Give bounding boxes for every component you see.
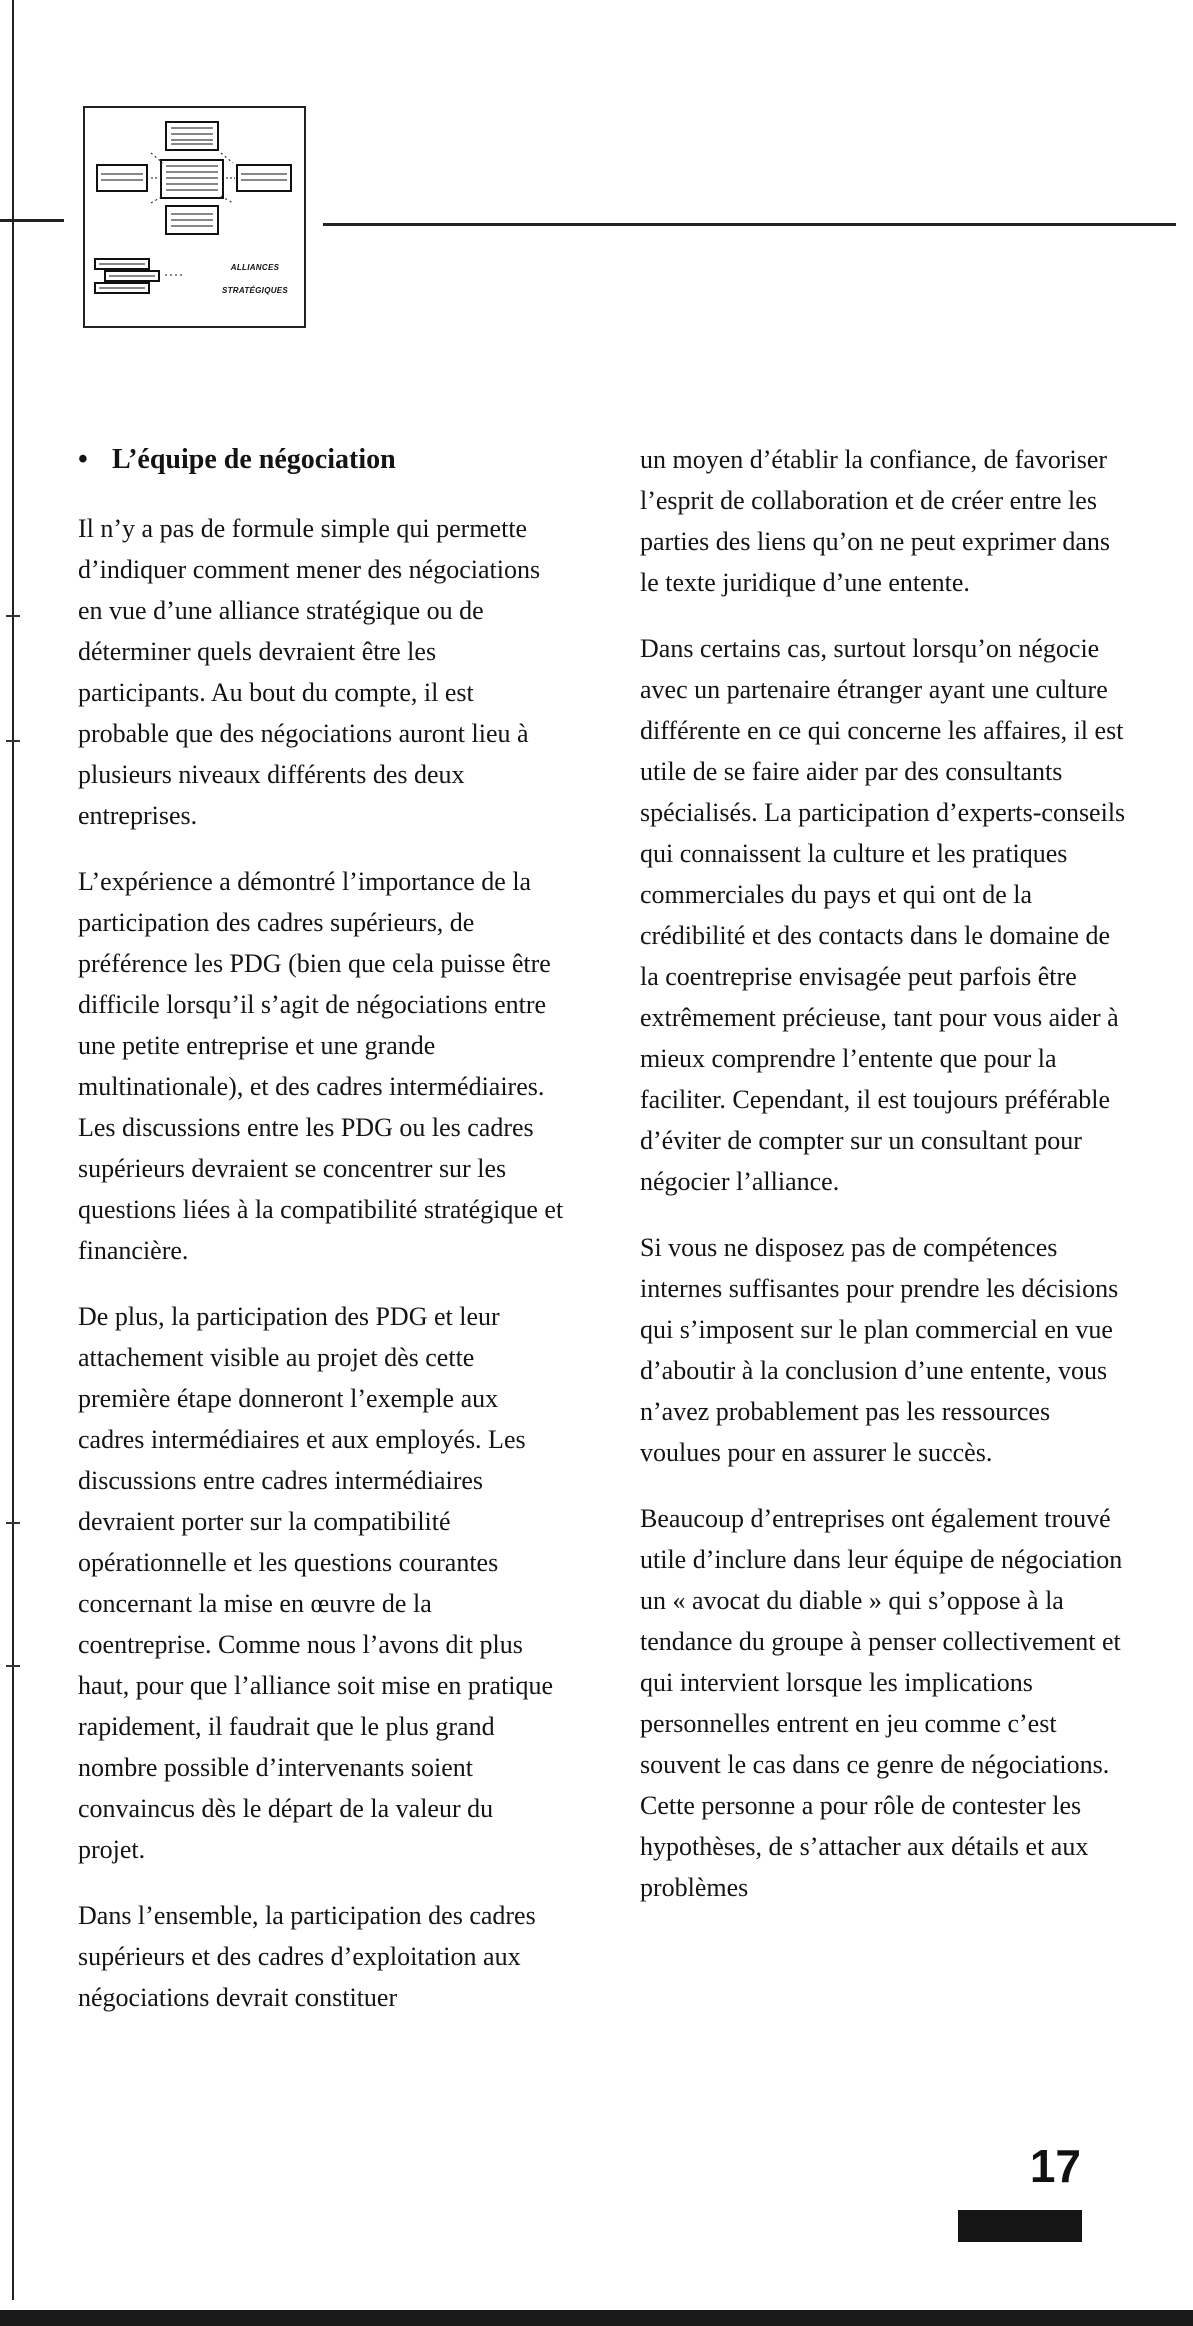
paragraph: Il n’y a pas de formule simple qui permette d’indiquer comment mener des négociations en vue d’une alliance stratégique ou de déterminer quels devraient être les participants. Au bout du compte, il est probable que des négociations auront lieu à plusieurs niveaux différents des deux entreprises. — [78, 514, 541, 830]
left-text-column — [78, 439, 565, 2018]
binding-mark — [6, 1522, 20, 1524]
paragraph: L’expérience a démontré l’importance de la participation des cadres supérieurs, de préférence les PDG (bien que cela puisse être difficile lorsqu’il s’agit de négociations entre une petite entreprise et une grande multinationale), et des cadres intermédiaires. Les discussions entre les PDG ou les cadres supérieurs devraient se concentrer sur les questions liées à la compatibilité stratégique et financière. — [78, 867, 564, 1265]
diagram-icon — [85, 108, 308, 330]
binding-mark — [6, 615, 20, 617]
paragraph: Si vous ne disposez pas de compétences internes suffisantes pour prendre les décisions qui s’imposent sur le plan commercial en vue d’aboutir à la conclusion d’une entente, vous n’avez probablement pas les ressources voulues pour en assurer le succès. — [640, 1233, 1119, 1467]
paragraph: Dans certains cas, surtout lorsqu’on négocie avec un partenaire étranger ayant une culture différente en ce qui concerne les affaires, il est utile de se faire aider par des consultants spécialisés. La participation d’experts-conseils qui connaissent la culture et les pratiques commerciales du pays et qui ont de la crédibilité et des contacts dans le domaine de la coentreprise envisagée peut parfois être extrêmement précieuse, tant pour vous aider à mieux comprendre l’entente que pour la faciliter. Cependant, il est toujours préférable d’éviter de compter sur un consultant pour négocier l’alliance. — [640, 634, 1126, 1196]
paragraph: Beaucoup d’entreprises ont également trouvé utile d’inclure dans leur équipe de négociation un « avocat du diable » qui s’oppose à la tendance du groupe à penser collectivement et qui intervient lorsque les implications personnelles entrent en jeu comme c’est souvent le cas dans ce genre de négociations. Cette personne a pour rôle de contester les hypothèses, de s’attacher aux détails et aux problèmes — [640, 1504, 1123, 1902]
binding-mark — [6, 740, 20, 742]
section-heading — [78, 439, 565, 480]
header-rule-left — [0, 219, 64, 222]
bullet-icon: • — [78, 444, 88, 475]
diagram-box-right — [237, 165, 291, 191]
header-rule-right — [323, 223, 1176, 226]
scan-bottom-band — [0, 2310, 1193, 2326]
binding-mark — [6, 1665, 20, 1667]
diagram-box-left — [97, 165, 147, 191]
diagram-caption-line-1: ALLIANCES — [230, 263, 280, 272]
right-text-column — [640, 439, 1127, 1908]
paragraph: De plus, la participation des PDG et leur attachement visible au projet dès cette première étape donneront l’exemple aux cadres intermédiaires et aux employés. Les discussions entre cadres intermédiaires devraient porter sur la compatibilité opérationnelle et les questions courantes concernant la mise en œuvre de la coentreprise. Comme nous l’avons dit plus haut, pour que l’alliance soit mise en pratique rapidement, il faudrait que le plus grand nombre possible d’intervenants soient convaincus dès le départ de la valeur du projet. — [78, 1302, 554, 1864]
page-number: 17 — [1029, 2140, 1081, 2192]
diagram-caption-line-2: STRATÉGIQUES — [221, 286, 289, 295]
section-heading-text: L’équipe de négociation — [112, 444, 396, 475]
section-diagram-thumbnail — [83, 106, 306, 328]
binding-edge — [12, 0, 14, 2300]
paragraph: Dans l’ensemble, la participation des cadres supérieurs et des cadres d’exploitation aux négociations devrait constituer — [78, 1901, 536, 2012]
paragraph: un moyen d’établir la confiance, de favoriser l’esprit de collaboration et de créer entre les parties des liens qu’on ne peut exprimer dans le texte juridique d’une entente. — [640, 445, 1111, 597]
diagram-box-top — [166, 122, 218, 150]
page-number-bar — [958, 2210, 1082, 2242]
